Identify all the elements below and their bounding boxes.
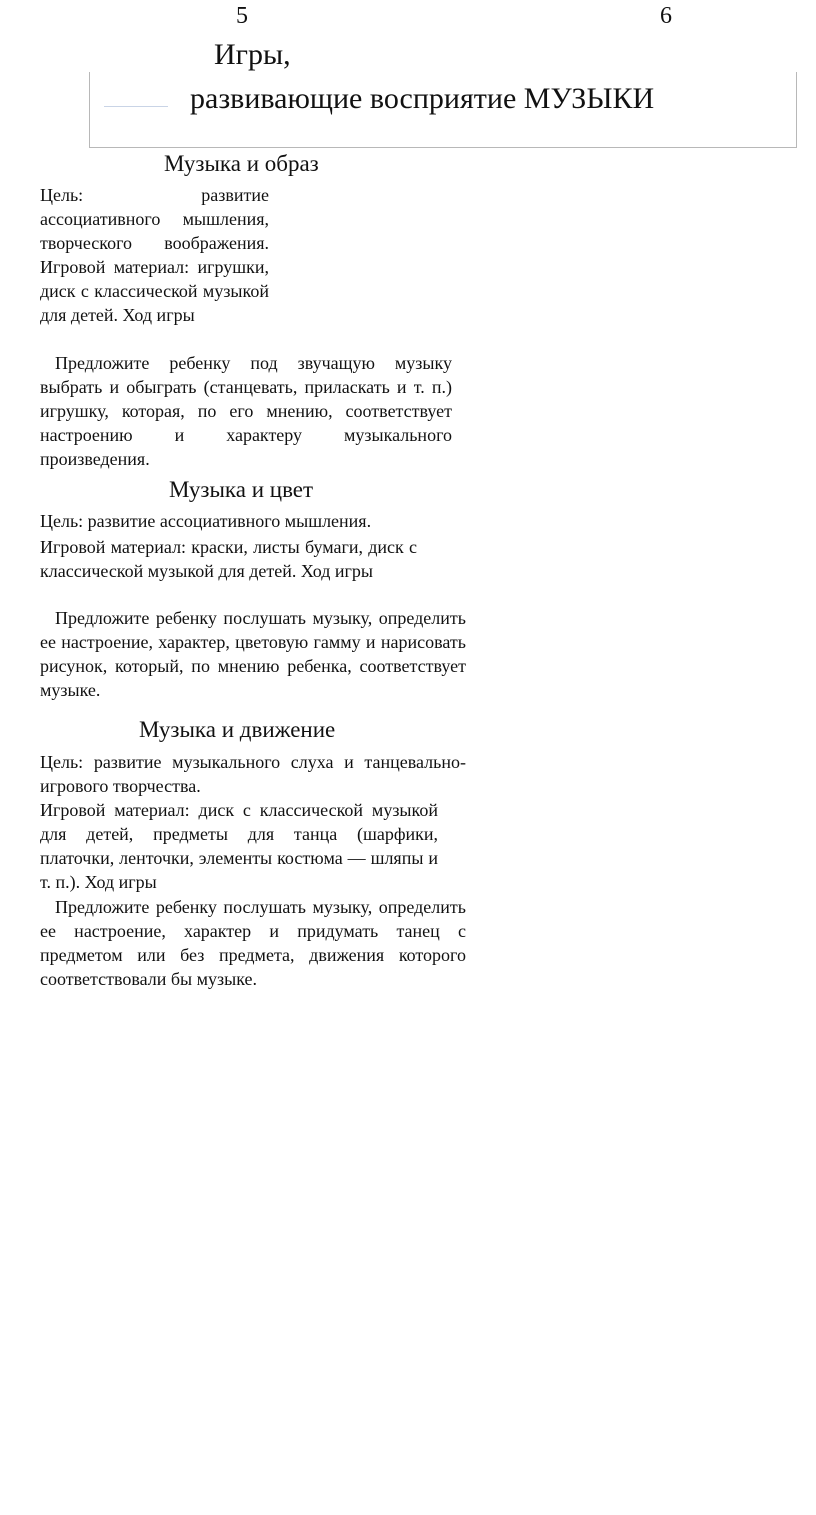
section-title-image: Музыка и образ — [164, 151, 319, 176]
page-number-right: 6 — [660, 3, 672, 29]
section-movement-instruction: Предложите ребенку послушать музыку, определить ее настроение, характер и придумать танец с предметом или без предмета, движения которого соответствовали бы музыке. — [40, 897, 466, 989]
page-number-left: 5 — [236, 3, 248, 29]
section-movement-material: Игровой материал: диск с классической музыкой для детей, предметы для танца (шарфики, платочки, ленточки, элементы костюма — шляпы и т. п.). Ход игры — [40, 800, 438, 892]
section-title-color: Музыка и цвет — [169, 477, 314, 502]
section-image-instruction: Предложите ребенку под звучащую музыку выбрать и обыграть (станцевать, приласкать и т. п.) игрушку, которая, по его мнению, соответствует настроению и характеру музыкального произведения. — [40, 353, 452, 469]
page-title-line1: Игры, — [214, 38, 291, 71]
title-frame-mark — [104, 106, 168, 107]
page-title-line2: развивающие восприятие МУЗЫКИ — [190, 82, 655, 115]
section-color-material: Игровой материал: краски, листы бумаги, диск с классической музыкой для детей. Ход игры — [40, 537, 417, 581]
section-title-movement: Музыка и движение — [139, 717, 336, 742]
section-image-goal: Цель: развитие ассоциативного мышления, творческого воображения. Игровой материал: игрушки, диск с классической музыкой для детей. Ход игры — [40, 185, 269, 325]
section-movement-goal: Цель: развитие музыкального слуха и танцевально-игрового творчества. — [40, 752, 466, 796]
section-color-instruction: Предложите ребенку послушать музыку, определить ее настроение, характер, цветовую гамму и нарисовать рисунок, который, по мнению ребенка, соответствует музыке. — [40, 608, 466, 700]
section-color-goal: Цель: развитие ассоциативного мышления. — [40, 511, 372, 531]
